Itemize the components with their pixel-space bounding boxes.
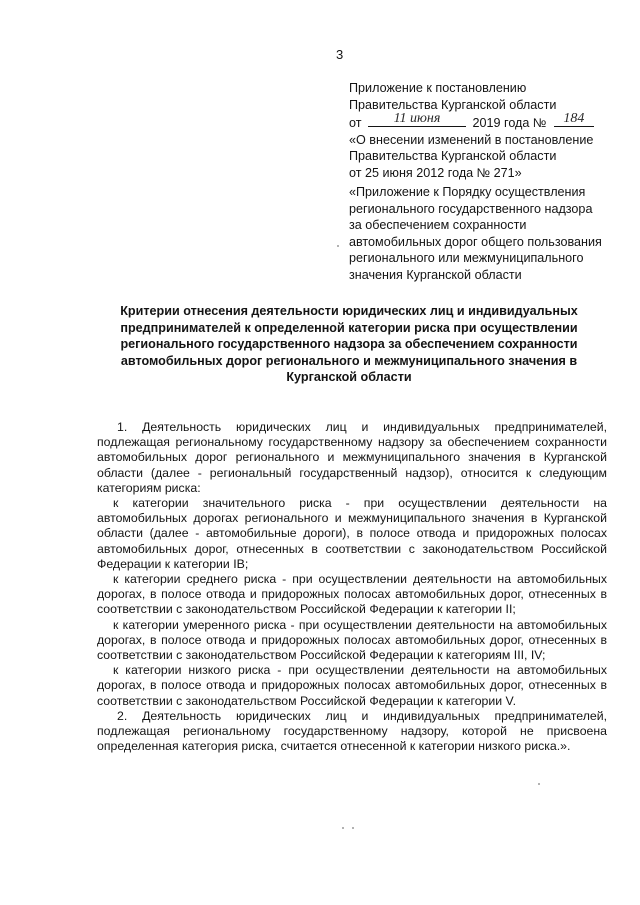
title-line: Курганской области xyxy=(286,370,412,384)
reference-line: автомобильных дорог общего пользования xyxy=(349,234,602,249)
document-body xyxy=(97,420,607,754)
annex-header xyxy=(349,80,624,181)
handwritten-number: 184 xyxy=(563,111,585,126)
reference-line: регионального или межмуниципального xyxy=(349,251,584,265)
paragraph: к категории умеренного риска - при осуществлении деятельности на автомобильных дорогах, в полосе отвода и придорожных полосах автомобильных дорог, отнесенных в соответствии с законодательством Российской Федерации к категориям III, IV; xyxy=(97,617,607,663)
scan-speck xyxy=(342,827,344,829)
year-text: 2019 года № xyxy=(472,116,547,130)
reference-line: значения Курганской области xyxy=(349,267,522,282)
title-line: регионального государственного надзора за обеспечением сохранности xyxy=(120,337,578,351)
title-line: Критерии отнесения деятельности юридических лиц и индивидуальных xyxy=(120,304,578,318)
annex-line: «О внесении изменений в постановление xyxy=(349,132,594,147)
reference-line: за обеспечением сохранности xyxy=(349,218,527,232)
reference-line: регионального государственного надзора xyxy=(349,201,593,216)
handwritten-date: 11 июня xyxy=(393,111,441,126)
paragraph: 1. Деятельность юридических лиц и индивидуальных предпринимателей, подлежащая региональному государственному надзору за обеспечением сохранности автомобильных дорог регионального и межмуниципального значения в Курганской области (далее - региональный государственный надзор), относится к следующим категориям риска: xyxy=(97,420,607,495)
title-line: предпринимателей к определенной категории риска при осуществлении xyxy=(120,320,578,335)
annex-line: от 25 июня 2012 года № 271» xyxy=(349,165,522,180)
annex-date-line xyxy=(349,113,624,132)
paragraph: к категории низкого риска - при осуществлении деятельности на автомобильных дорогах, в полосе отвода и придорожных полосах автомобильных дорог, отнесенных в соответствии с законодательством Российской Федерации к категории V. xyxy=(97,663,607,708)
page-number: 3 xyxy=(336,47,344,62)
annex-line: Правительства Курганской области xyxy=(349,97,557,112)
reference-line: «Приложение к Порядку осуществления xyxy=(349,185,586,199)
paragraph: к категории среднего риска - при осуществлении деятельности на автомобильных дорогах, в полосе отвода и придорожных полосах автомобильных дорог, отнесенных в соответствии с законодательством Российской Федерации к категории II; xyxy=(97,572,607,617)
paragraph: 2. Деятельность юридических лиц и индивидуальных предпринимателей, подлежащая региональному государственному надзору, которой не присвоена определенная категория риска, считается отнесенной к категории низкого риска.». xyxy=(97,708,607,754)
scan-speck xyxy=(352,827,354,829)
procedure-annex-reference xyxy=(349,184,624,283)
document-title xyxy=(108,303,590,386)
title-line: автомобильных дорог регионального и межмуниципального значения в xyxy=(120,353,578,368)
date-blank xyxy=(368,113,466,127)
date-prefix: от xyxy=(349,116,362,130)
annex-line: Правительства Курганской области xyxy=(349,149,557,163)
scan-speck xyxy=(538,783,540,785)
annex-line: Приложение к постановлению xyxy=(349,81,527,95)
scan-speck xyxy=(337,245,339,247)
paragraph: к категории значительного риска - при осуществлении деятельности на автомобильных дорогах регионального и межмуниципального значения в Курганской области (далее - автомобильные дороги), в полосе отвода и придорожных полосах автомобильных дорог, отнесенных в соответствии с законодательством Российской Федерации к категории IB; xyxy=(97,496,607,571)
number-blank xyxy=(554,113,594,127)
